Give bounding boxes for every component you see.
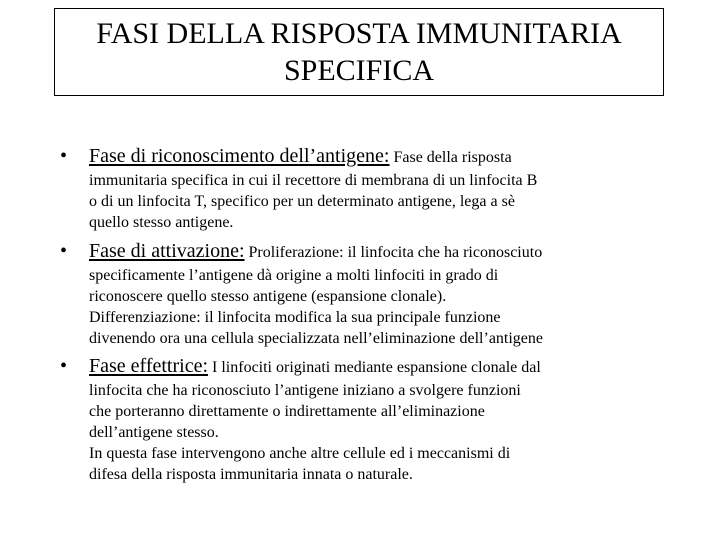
slide-title bbox=[96, 15, 622, 89]
bullet-term: Fase effettrice: bbox=[89, 355, 209, 377]
title-line-2: SPECIFICA bbox=[283, 54, 435, 87]
bullet-line: Differenziazione: il linfocita modifica la sua principale funzione bbox=[89, 309, 501, 326]
bullet-term: Fase di attivazione: bbox=[89, 240, 245, 262]
bullet-line: immunitaria specifica in cui il recettore di membrana di un linfocita B bbox=[89, 172, 538, 189]
bullet-line: difesa della risposta immunitaria innata o naturale. bbox=[89, 466, 413, 483]
bullet-line: In questa fase intervengono anche altre cellule ed i meccanismi di bbox=[89, 445, 511, 462]
bullet-list bbox=[60, 144, 700, 485]
bullet-dot: • bbox=[60, 355, 68, 377]
bullet-item-attivazione bbox=[60, 239, 700, 349]
bullet-term: Fase di riconoscimento dell’antigene: bbox=[89, 145, 390, 167]
bullet-text: Proliferazione: il linfocita che ha riconosciuto bbox=[244, 244, 543, 261]
title-line-1: FASI DELLA RISPOSTA IMMUNITARIA bbox=[96, 17, 622, 50]
bullet-item-effettrice bbox=[60, 354, 700, 485]
bullet-line: linfocita che ha riconosciuto l’antigene iniziano a svolgere funzioni bbox=[89, 382, 521, 399]
bullet-line: dell’antigene stesso. bbox=[89, 424, 219, 441]
bullet-dot: • bbox=[60, 240, 68, 262]
bullet-line: specificamente l’antigene dà origine a molti linfociti in grado di bbox=[89, 267, 499, 284]
bullet-line: divenendo ora una cellula specializzata nell’eliminazione dell’antigene bbox=[89, 330, 544, 347]
bullet-line: riconoscere quello stesso antigene (espansione clonale). bbox=[89, 288, 447, 305]
title-box bbox=[54, 8, 664, 96]
bullet-dot: • bbox=[60, 145, 68, 167]
bullet-head bbox=[89, 144, 700, 170]
bullet-text: I linfociti originati mediante espansione clonale dal bbox=[208, 359, 541, 376]
bullet-head bbox=[89, 239, 700, 265]
bullet-line: quello stesso antigene. bbox=[89, 214, 234, 231]
bullet-text: Fase della risposta bbox=[389, 149, 512, 166]
bullet-item-riconoscimento bbox=[60, 144, 700, 233]
bullet-line: o di un linfocita T, specifico per un determinato antigene, lega a sè bbox=[89, 193, 515, 210]
bullet-head bbox=[89, 354, 700, 380]
bullet-line: che porteranno direttamente o indirettamente all’eliminazione bbox=[89, 403, 485, 420]
